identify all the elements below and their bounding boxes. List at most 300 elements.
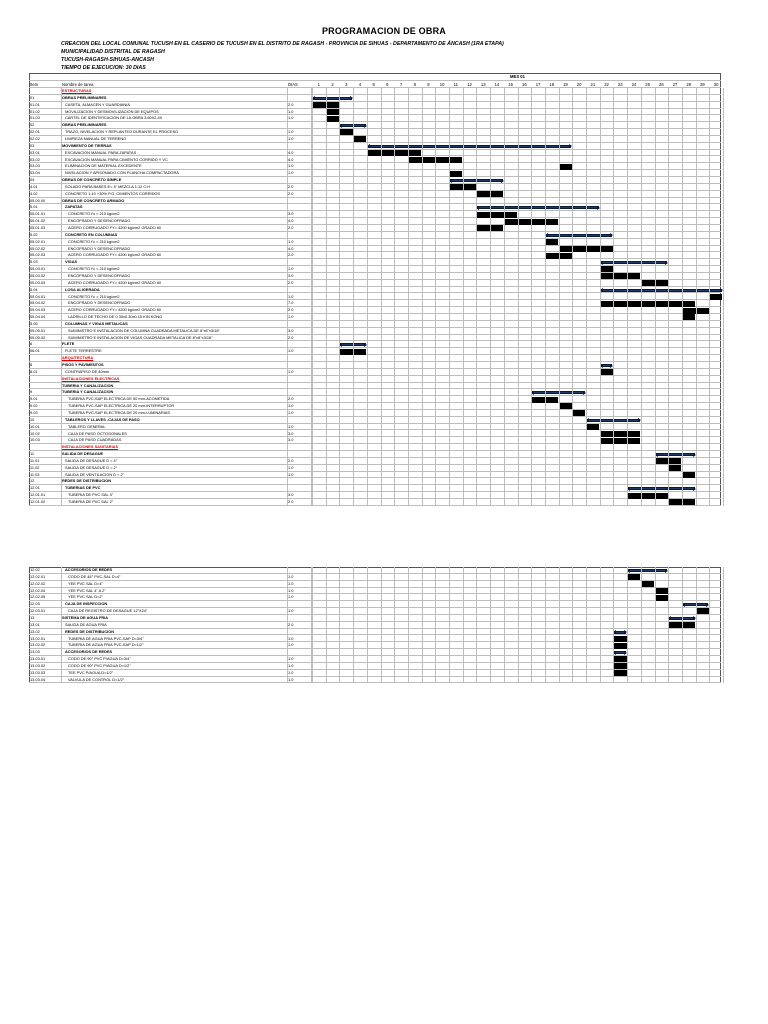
task-item-code [30,376,61,382]
task-name: INSTALACIONES ELECTRICAS [62,375,120,381]
task-bar [628,574,641,580]
task-item-code: 11.02 [30,464,40,470]
task-duration: 2.0 [288,499,294,504]
task-name: ENCOFRADO Y DESENCOFRADO [68,245,131,251]
summary-bar [601,364,613,367]
task-name: TABLEROS Y LLAVES -CAJAS DE PASO [65,416,140,422]
day-number: 17 [535,82,541,87]
grid-line [531,567,532,683]
task-name: SALIDA DE AGUA FRIA [65,621,107,627]
task-item-code: 13 [30,614,35,620]
task-item-code: 12 [30,478,35,484]
task-bar [641,581,654,587]
task-duration: 1.0 [288,471,294,477]
grid-line [449,567,450,683]
task-item-code: 03.04 [30,170,40,176]
grid-line [545,567,546,683]
task-row [29,321,721,328]
task-name: ACERO CORRUGADO FY= 4200 kg/cm2 GRADO 60 [68,279,162,285]
task-item-code: 5.03 [30,259,38,265]
task-duration [288,122,302,128]
grid-line [518,88,519,506]
task-duration: 2.0 [288,307,294,313]
task-row [29,266,721,273]
task-name: ACERO CORRUGADO FY= 4200 kg/cm2 GRADO 60 [68,252,162,258]
grid-line [518,567,519,683]
task-name: CONCRETO f'c = 210 kg/cm2 [68,293,120,299]
task-row [29,307,721,314]
task-name: YEE PVC SAL D=4" [68,580,103,586]
task-row [29,280,721,287]
task-row [29,601,721,608]
task-bar [545,239,558,245]
task-name: CODO DE 45° PVC-SAL D=4" [68,573,121,579]
page-title: PROGRAMACION DE OBRA [321,26,446,36]
grid-line [326,88,327,506]
month-label: MES 01 [510,74,525,79]
grid-line [709,567,710,683]
task-name: ELIMINACION DE MATERIAL EXCEDENTE [65,163,142,169]
task-item-code: 10.03 [30,437,40,443]
task-bar [710,294,723,300]
task-row [29,472,721,479]
grid-line [312,88,313,506]
task-item-code: 12.01.01 [30,492,46,498]
grid-line [61,567,62,683]
task-name: CAJA DE PASO OCTOGONALES [68,430,127,436]
day-number: 27 [672,82,678,87]
task-name: ZAPATAS [65,204,83,210]
task-row [29,581,721,588]
grid-line [668,567,669,683]
task-name: TUBERIA PVC-SAP ELECTRICA DE 20 mm-INTERRUPTOR [68,403,175,409]
task-bar [655,588,668,594]
task-row [29,157,721,164]
task-row [29,437,721,444]
task-row [29,273,721,280]
task-duration: 1.0 [288,266,294,272]
grid-line [586,567,587,683]
grid-line [641,88,642,506]
task-item-code: 11.03 [30,471,40,477]
task-row [29,246,721,253]
grid-line [394,567,395,683]
day-number: 10 [439,82,445,87]
grid-line [476,567,477,683]
task-name: CODO DE 90° PVC P/AGUA D=1/2" [68,662,131,668]
task-duration: 1.0 [288,656,294,662]
task-duration [288,259,302,265]
task-name: TUBERIA DE AGUA FRIA PVC-SAP D=3/4" [68,635,144,641]
task-name: NIVELACION Y APISONADO CON PLANCHA COMPACTADORA [65,170,179,176]
task-row [29,184,721,191]
grid-line [287,567,288,683]
execution-time: TIEMPO DE EJECUCION: 30 DIAS [61,65,146,71]
task-item-code: 03.02 [30,156,40,162]
task-row [29,424,721,431]
task-name: LOSA ALIGERADA [65,286,100,292]
task-duration: 1.0 [288,573,294,579]
task-item-code: 05.01.03 [30,225,46,230]
grid-line [627,567,628,683]
task-item-code: 12.02.02 [30,580,46,586]
task-duration [288,341,302,347]
task-name: TUBERIA DE AGUA FRIA PVC-SAP D=1/2" [68,642,144,648]
task-name: ENCOFRADO Y DESENCOFRADO [68,218,131,224]
task-row [29,615,721,622]
task-row [29,122,721,129]
task-item-code: 05.03.02 [30,272,46,278]
task-name: CONCRETO f'c = 210 kg/cm2 [68,238,120,244]
task-row [29,588,721,595]
task-duration: 1.0 [288,238,294,244]
task-duration [288,601,302,607]
task-name: CAJA DE INSPECCION [65,601,108,607]
summary-bar [477,206,598,209]
task-duration: 1.0 [288,669,294,675]
task-name: TRAZO, NIVELACION Y REPLANTEO DURANTE EL PROCESO [65,129,179,135]
grid-line [627,88,628,506]
task-item-code: 13.02.02 [30,642,46,648]
task-duration: 1.0 [288,464,294,470]
grid-line [463,567,464,683]
day-number: 23 [617,82,623,87]
task-bar [696,608,709,614]
task-duration: 2.0 [288,621,294,627]
task-row [29,636,721,643]
task-bar [559,164,572,170]
task-row [29,677,721,684]
grid-line [600,88,601,506]
task-row [29,314,721,321]
grid-line [381,88,382,506]
task-duration [288,444,302,450]
task-row [29,410,721,417]
task-row [29,465,721,472]
task-row [29,300,721,307]
day-number: 30 [713,82,719,87]
grid-line [572,567,573,683]
task-item-code: 13.03.01 [30,656,46,662]
task-item-code: 13.03.04 [30,676,46,682]
task-row [29,485,721,492]
task-bar [326,109,339,115]
task-duration: 3.0 [288,437,294,443]
task-row [29,341,721,348]
month-header-row [29,73,721,81]
task-row [29,177,721,184]
task-duration: 1.0 [288,293,294,299]
task-item-code: 03.01 [30,149,40,155]
task-item-code: 8.01 [30,368,38,374]
task-duration [288,485,302,491]
task-duration: 4.0 [288,218,294,224]
day-number: 8 [413,82,416,87]
summary-bar [628,487,695,490]
task-duration [288,321,302,327]
day-number: 19 [563,82,568,87]
task-row [29,218,721,225]
day-number: 3 [345,82,348,87]
task-duration: 3.0 [288,272,294,278]
column-header-row [29,81,721,88]
grid-line [668,88,669,506]
day-number: 4 [358,82,362,87]
task-name: CONCRETO EN COLUMNAS [65,231,118,237]
task-row [29,478,721,485]
task-item-code: 6 [30,341,33,347]
task-name: OBRAS DE CONCRETO SIMPLE [62,177,122,183]
task-name: TUBERIA Y CANALIZACION [62,389,114,395]
task-item-code: 10.02 [30,430,40,436]
task-item-code: 8 [30,362,33,367]
task-bar [600,273,640,279]
grid-line [367,567,368,683]
task-duration: 1.0 [288,642,294,648]
summary-bar [368,145,572,148]
task-row [29,294,721,301]
task-item-code: 9 [30,389,33,395]
grid-line [394,88,395,506]
task-row [29,129,721,136]
task-item-code: 13.02 [30,628,40,634]
task-bar [614,663,627,669]
task-item-code: 12.02.04 [30,587,46,593]
task-duration [288,198,302,204]
day-number: 24 [631,82,637,87]
grid-line [504,88,505,506]
day-number: 16 [522,82,527,87]
task-row [29,670,721,677]
grid-line [381,567,382,683]
task-duration: 2.0 [288,101,294,107]
task-row [29,403,721,410]
task-name: SALIDA DE DESAGUE [62,451,104,457]
grid-line [655,88,656,506]
task-name: MOVIMIENTO DE TIERRAS [62,142,112,148]
task-name: CAJA DE PASO CUADRADAS [68,437,122,443]
task-row [29,594,721,601]
task-row [29,431,721,438]
task-name: COLUMNAS Y VIGAS METALICAS [65,320,128,326]
grid-line [367,88,368,506]
task-row [29,492,721,499]
task-item-code: 05.01.02 [30,218,46,224]
task-item-code: 05.04.01 [30,293,46,299]
task-item-code: 06.01 [30,348,40,354]
task-duration [288,362,302,368]
task-name: FLETE TERRESTRE [65,348,102,354]
task-item-code: 13.03.03 [30,669,46,675]
task-duration: 1.0 [288,135,294,141]
task-duration: 1.0 [288,587,294,593]
task-item-code: 5.04 [30,286,38,292]
summary-bar [614,651,626,654]
task-row [29,102,721,109]
task-bar [628,493,668,499]
task-row [29,335,721,342]
task-duration: 4.0 [288,245,294,251]
task-row [29,348,721,355]
task-name: INSTALACIONES SANITARIAS [62,444,119,450]
item-header: Item [30,82,39,87]
grid-line [422,567,423,683]
task-duration: 7.0 [288,300,294,306]
task-bar [614,670,627,676]
task-duration [288,478,302,484]
task-item-code: 12.02 [30,567,40,572]
task-row [29,396,721,403]
task-item-code: 12.02.01 [30,573,46,579]
task-duration: 1.0 [288,409,294,415]
day-number: 5 [372,82,375,87]
task-duration: 1.0 [288,348,294,354]
day-number: 14 [494,82,500,87]
task-name: CARTEL DE IDENTIFICACION DE LA OBRA 3.60X2.40 [65,115,162,121]
grid-line [435,567,436,683]
task-row [29,389,721,396]
task-name: TUBERIA Y CANALIZACION [62,382,114,388]
task-name: SISTEMA DE AGUA FRIA [62,614,109,620]
task-row [29,109,721,116]
task-row [29,225,721,232]
task-item-code: 11.01 [30,457,40,463]
task-duration: 2.0 [288,334,294,340]
task-item-code: 10.01 [30,423,40,429]
task-name: REDES DE DISTRIBUCION [65,628,115,634]
grid-line [326,567,327,683]
task-row [29,355,721,362]
task-item-code: 05.02.03 [30,252,46,258]
task-item-code: 05.02.02 [30,245,46,251]
task-duration: 1.0 [288,314,294,320]
grid-line [586,88,587,506]
task-duration: 1.0 [288,608,294,614]
task-name: CAJA DE REGISTRO DE DESAGUE 12"X24" [68,608,148,614]
summary-bar [313,97,352,100]
task-bar [559,403,572,409]
task-duration: 1.0 [288,662,294,668]
task-bar [614,656,627,662]
task-duration [288,143,302,149]
task-duration [288,95,302,101]
task-name: LADRILLO DE TECHO DE 0.30x0.30x0.15 KIN KONG [68,314,163,320]
grid-line [449,88,450,506]
task-name: TUBERIA DE PVC SAL 2" [68,499,114,504]
task-row [29,211,721,218]
task-name: ARQUITECTURA [62,355,94,361]
task-row [29,417,721,424]
task-item-code: 04 [30,177,35,183]
task-name: EXCAVACION MANUAL PARA ZAPATAS [65,149,137,155]
task-duration: 2.0 [288,396,294,402]
grid-line [422,88,423,506]
task-duration: 4.0 [288,156,294,162]
grid-line [682,88,683,506]
day-number: 22 [604,82,609,87]
task-item-code: 05.05.01 [30,327,46,333]
task-row [29,642,721,649]
grid-line [287,88,288,506]
task-duration [288,615,302,621]
task-item-code [30,355,61,361]
grid-line [435,88,436,506]
task-bar [614,636,627,642]
task-row [29,328,721,335]
day-number: 1 [317,82,321,87]
task-item-code: 02 [30,122,35,128]
task-duration [288,88,302,94]
task-item-code: 4.01 [30,183,38,189]
task-bar [326,116,339,122]
task-duration [288,204,302,210]
grid-line [531,88,532,506]
task-item-code: 03 [30,142,35,148]
task-item-code: 01 [30,94,35,100]
summary-bar [546,234,613,237]
task-bar [600,438,640,444]
task-row [29,232,721,239]
task-name: ENCOFRADO Y DESENCOFRADO [68,272,131,278]
task-row [29,451,721,458]
task-name: OBRAS PRELIMINARES [62,122,107,128]
task-duration: 2.0 [288,183,294,189]
grid-line [476,88,477,506]
grid-line [600,567,601,683]
task-bar [600,369,613,375]
task-row [29,656,721,663]
day-number: 6 [386,82,389,87]
task-name: SALIDA DE DESAGUE D = 2" [65,464,118,470]
grid-line [339,567,340,683]
day-number: 29 [700,82,705,87]
task-name: ACCESORIOS DE REDES [65,567,113,572]
task-item-code [30,444,61,450]
task-item-code: 05.02.01 [30,238,46,244]
day-number: 15 [508,82,513,87]
task-duration: 3.0 [288,327,294,333]
task-row [29,629,721,636]
day-number: 25 [645,82,650,87]
location: TUCUSH-RAGASH-SIHUAS-ANCASH [61,57,154,63]
task-row [29,362,721,369]
task-duration: 3.0 [288,492,294,498]
task-bar [682,314,695,320]
task-name: ACERO CORRUGADO FY= 4200 kg/cm2 GRADO 60 [68,225,162,230]
task-duration: 4.0 [288,149,294,155]
task-name: REDES DE DISTRIBUCION [62,478,112,484]
task-item-code: 11 [30,451,35,457]
grid-line [408,88,409,506]
task-duration: 3.0 [288,430,294,436]
task-item-code: 12.01.02 [30,499,46,504]
task-duration: 2.0 [288,190,294,196]
summary-bar [601,261,668,264]
task-item-code: 4.02 [30,190,38,196]
grid-line [545,88,546,506]
task-row [29,150,721,157]
task-row [29,287,721,294]
task-item-code: 05.03.03 [30,279,46,285]
grid-line [353,567,354,683]
task-row [29,458,721,465]
task-item-code: 13.03.02 [30,662,46,668]
task-item-code: 05.01.01 [30,211,46,217]
task-duration: 3.0 [288,211,294,217]
task-item-code: 01.02 [30,108,40,114]
task-duration [288,389,302,395]
task-duration: 1.0 [288,115,294,121]
